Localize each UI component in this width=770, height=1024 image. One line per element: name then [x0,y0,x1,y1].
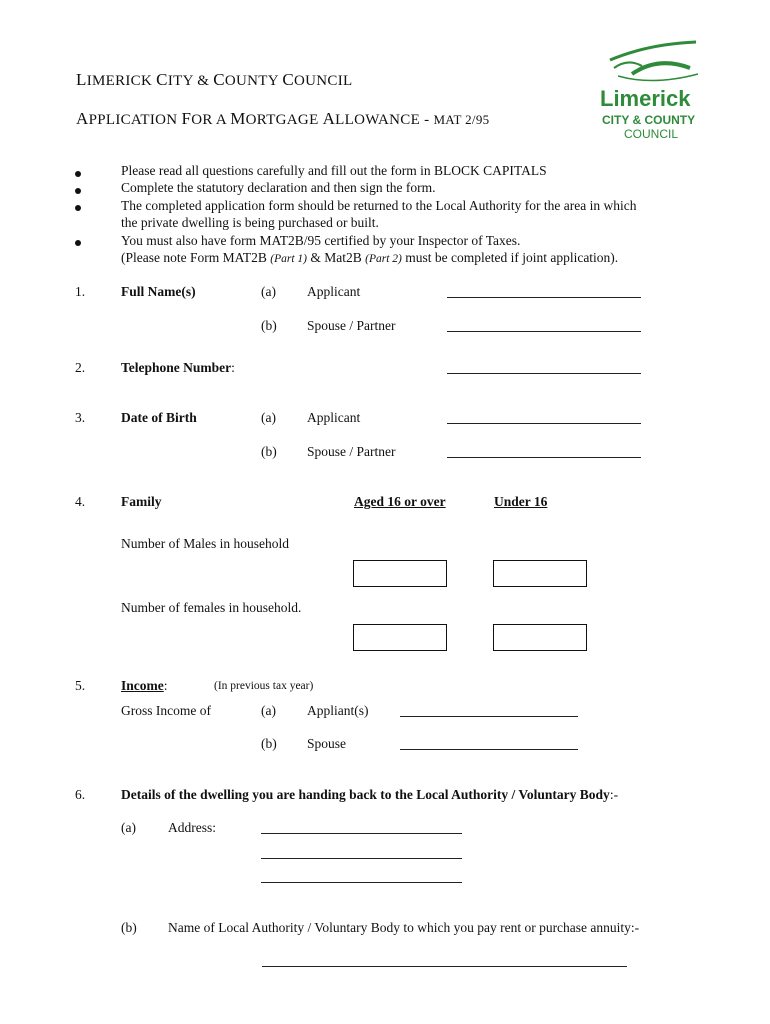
males-over-16-box[interactable] [353,560,447,587]
q5-a-marker: (a) [261,703,276,718]
instruction-note: (Please note Form MAT2B (Part 1) & Mat2B (Part 2) must be completed if joint application). [121,250,619,265]
logo-line2: CITY & COUNTY [602,113,696,127]
q4-label: Family [121,494,162,509]
q1-b-marker: (b) [261,318,277,333]
q3-a-marker: (a) [261,410,276,425]
q3-number: 3. [75,410,86,425]
bullet-icon [75,171,81,177]
q3-applicant-label: Applicant [307,410,361,425]
instruction-item: the private dwelling is being purchased or built. [121,215,379,230]
q6-a-marker: (a) [121,820,136,835]
instruction-item: The completed application form should be returned to the Local Authority for the area in which [121,198,637,213]
address-line-2-field[interactable] [261,858,462,859]
q3-label: Date of Birth [121,410,197,425]
females-over-16-box[interactable] [353,624,447,651]
males-label: Number of Males in household [121,536,289,551]
q1-spouse-name-field[interactable] [447,331,641,332]
authority-name-field[interactable] [262,966,627,967]
females-label: Number of females in household. [121,600,302,615]
q6-b-marker: (b) [121,920,137,935]
spouse-income-field[interactable] [400,749,578,750]
bullet-icon [75,240,81,246]
q1-applicant-name-field[interactable] [447,297,641,298]
instruction-item: Please read all questions carefully and fill out the form in BLOCK CAPITALS [121,163,547,178]
q1-applicant-label: Applicant [307,284,361,299]
council-logo [598,38,718,144]
address-label: Address: [168,820,216,835]
q3-b-marker: (b) [261,444,277,459]
address-line-3-field[interactable] [261,882,462,883]
q3-spouse-label: Spouse / Partner [307,444,396,459]
bullet-icon [75,205,81,211]
bullet-icon [75,188,81,194]
logo-swoosh-icon [598,38,718,88]
q1-a-marker: (a) [261,284,276,299]
under-16-header: Under 16 [494,494,548,509]
males-under-16-box[interactable] [493,560,587,587]
q5-label: Income: [121,678,168,693]
q3-applicant-dob-field[interactable] [447,423,641,424]
instruction-item: Complete the statutory declaration and then sign the form. [121,180,436,195]
gross-income-label: Gross Income of [121,703,211,718]
telephone-field[interactable] [447,373,641,374]
q6-number: 6. [75,787,86,802]
q5-b-marker: (b) [261,736,277,751]
q2-number: 2. [75,360,86,375]
applicant-income-field[interactable] [400,716,578,717]
address-line-1-field[interactable] [261,833,462,834]
females-under-16-box[interactable] [493,624,587,651]
q2-label: Telephone Number: [121,360,235,375]
q5-note: (In previous tax year) [214,680,314,692]
q6-label: Details of the dwelling you are handing back to the Local Authority / Voluntary Body:- [121,787,619,802]
logo-line3: COUNCIL [624,127,679,141]
q5-spouse-label: Spouse [307,736,347,751]
q5-applicant-label: Appliant(s) [307,703,369,718]
authority-name-label: Name of Local Authority / Voluntary Body to which you pay rent or purchase annuity:- [168,920,640,935]
q1-number: 1. [75,284,86,299]
q3-spouse-dob-field[interactable] [447,457,641,458]
q1-label: Full Name(s) [121,284,196,299]
aged-16-over-header: Aged 16 or over [354,494,446,509]
q5-number: 5. [75,678,86,693]
instruction-item: You must also have form MAT2B/95 certified by your Inspector of Taxes. [121,233,521,248]
form-title: APPLICATION FOR A MORTGAGE ALLOWANCE - MAT 2/95 [76,109,490,128]
council-title: LIMERICK CITY & COUNTY COUNCIL [76,70,353,89]
q4-number: 4. [75,494,86,509]
logo-line1: Limerick [600,86,691,111]
q1-spouse-label: Spouse / Partner [307,318,396,333]
